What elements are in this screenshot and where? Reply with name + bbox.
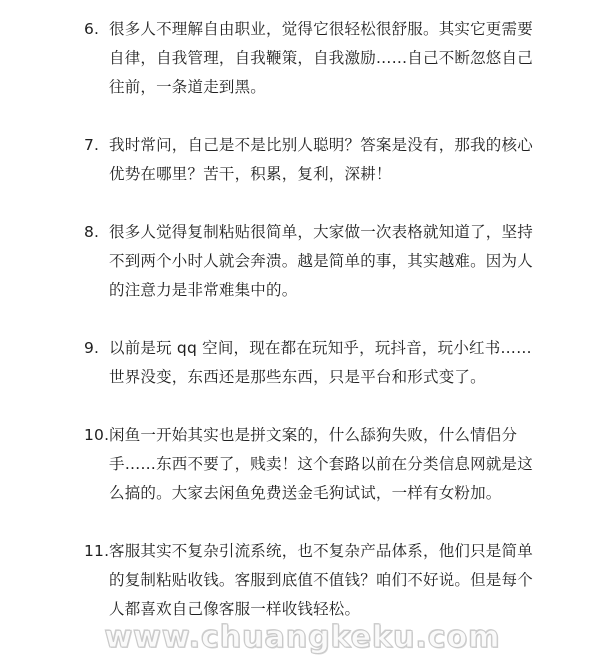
watermark: www.chuangkeku.com	[104, 620, 501, 655]
item-number: 9.	[84, 339, 100, 357]
text-line: 自律，自我管理，自我鞭策，自我激励……自己不断忽悠自己	[109, 49, 533, 67]
item-number: 11.	[84, 542, 110, 560]
text-line: 往前，一条道走到黑。	[109, 78, 267, 96]
text-line: 客服其实不复杂引流系统，也不复杂产品体系，他们只是简单	[109, 542, 533, 560]
list-item	[84, 421, 533, 508]
text-line: 我时常问，自己是不是比别人聪明？答案是没有，那我的核心	[109, 136, 533, 154]
text-line: 的注意力是非常难集中的。	[109, 281, 298, 299]
item-text	[109, 421, 533, 508]
text-line: 不到两个小时人就会奔溃。越是简单的事，其实越难。因为人	[109, 252, 533, 270]
item-number: 10.	[84, 426, 110, 444]
item-text	[109, 131, 533, 189]
item-text	[109, 334, 532, 392]
text-line: 的复制粘贴收钱。客服到底值不值钱？咱们不好说。但是每个	[109, 571, 533, 589]
list-item	[84, 131, 533, 189]
item-text	[109, 537, 533, 624]
text-line: 人都喜欢自己像客服一样收钱轻松。	[109, 600, 361, 618]
item-number: 8.	[84, 223, 100, 241]
text-line: 手……东西不要了，贱卖！这个套路以前在分类信息网就是这	[109, 455, 533, 473]
item-number: 6.	[84, 20, 100, 38]
text-line: 以前是玩 qq 空间，现在都在玩知乎，玩抖音，玩小红书……	[109, 339, 532, 357]
list-item	[84, 15, 533, 102]
text-line: 很多人不理解自由职业，觉得它很轻松很舒服。其实它更需要	[109, 20, 533, 38]
text-line: 闲鱼一开始其实也是拼文案的，什么舔狗失败，什么情侣分	[109, 426, 518, 444]
list-item	[84, 537, 533, 624]
item-number: 7.	[84, 136, 100, 154]
list-item	[84, 334, 532, 392]
text-line: 很多人觉得复制粘贴很简单，大家做一次表格就知道了，坚持	[109, 223, 533, 241]
list-item	[84, 218, 533, 305]
text-line: 优势在哪里？苦干，积累，复利，深耕！	[109, 165, 392, 183]
item-text	[109, 218, 533, 305]
text-line: 世界没变，东西还是那些东西，只是平台和形式变了。	[109, 368, 486, 386]
text-line: 么搞的。大家去闲鱼免费送金毛狗试试，一样有女粉加。	[109, 484, 502, 502]
item-text	[109, 15, 533, 102]
